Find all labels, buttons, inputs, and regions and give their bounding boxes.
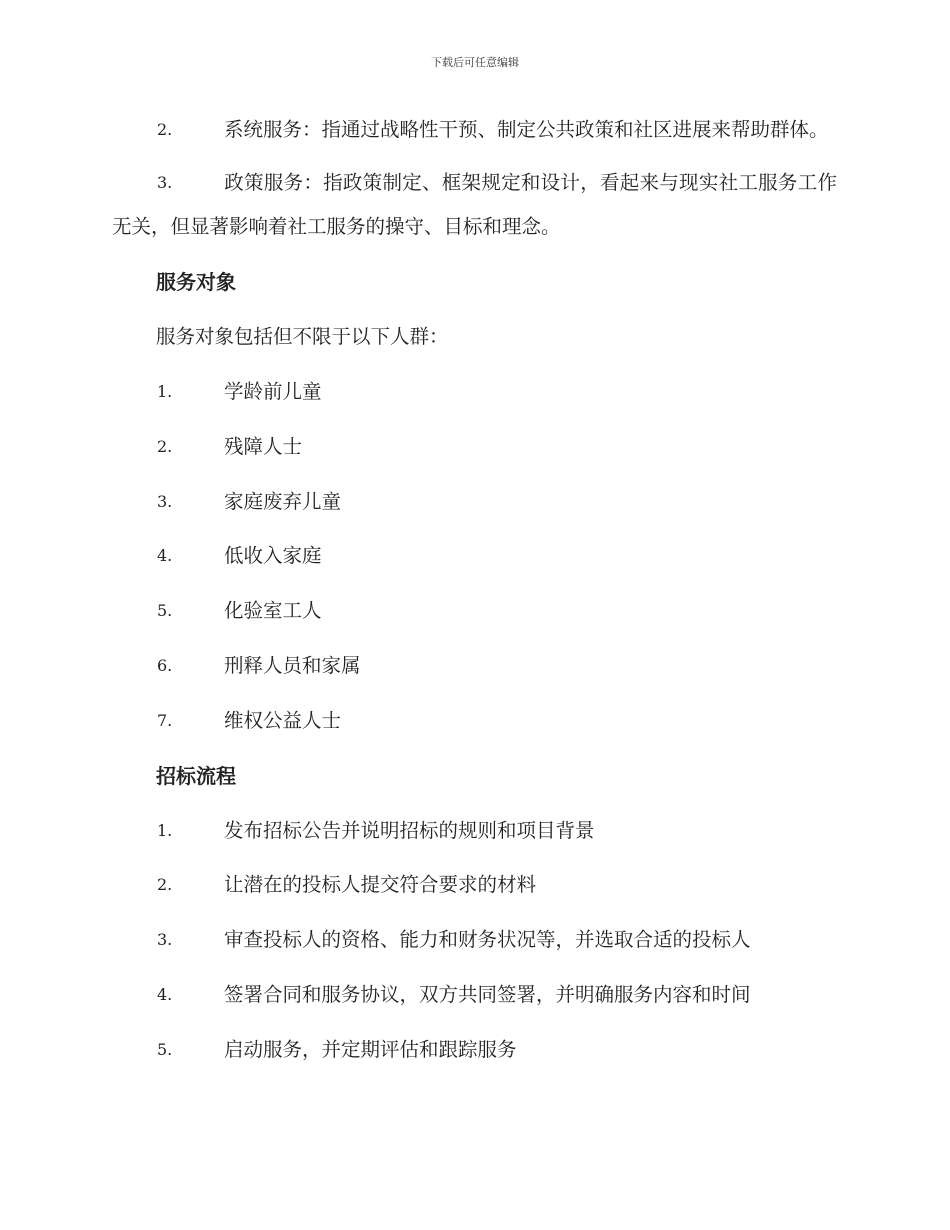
list-item — [112, 973, 837, 1017]
list-number: 1. — [157, 820, 173, 840]
targets-list — [112, 370, 837, 743]
list-item — [112, 644, 837, 688]
list-text: 家庭废弃儿童 — [224, 489, 342, 513]
list-number: 3. — [157, 491, 173, 511]
page-header: 下载后可任意编辑 — [431, 56, 519, 69]
service-type-title: 系统服务： — [224, 118, 322, 141]
list-item — [112, 863, 837, 907]
list-item — [112, 480, 837, 524]
list-text: 刑释人员和家属 — [224, 653, 361, 677]
list-text: 残障人士 — [224, 434, 303, 458]
list-text: 让潜在的投标人提交符合要求的材料 — [224, 873, 537, 897]
targets-intro: 服务对象包括但不限于以下人群： — [156, 325, 449, 348]
list-item — [112, 809, 837, 853]
list-number: 7. — [157, 710, 173, 730]
list-number: 5. — [157, 1039, 173, 1059]
service-type-title: 政策服务： — [224, 171, 324, 194]
list-text: 发布招标公告并说明招标的规则和项目背景 — [224, 818, 595, 842]
list-text: 签署合同和服务协议，双方共同签署，并明确服务内容和时间 — [224, 982, 751, 1006]
list-text: 审查投标人的资格、能力和财务状况等，并选取合适的投标人 — [224, 928, 751, 952]
document-body — [112, 108, 837, 1083]
list-number: 3. — [157, 930, 173, 950]
list-number: 3. — [157, 173, 173, 192]
list-text: 学龄前儿童 — [224, 380, 322, 403]
list-item — [112, 589, 837, 633]
list-item — [112, 699, 837, 743]
list-text: 低收入家庭 — [224, 544, 322, 568]
service-type-paragraph — [112, 161, 837, 249]
list-item — [112, 918, 837, 962]
list-item — [112, 534, 837, 578]
list-number: 4. — [157, 984, 173, 1004]
list-number: 1. — [157, 382, 173, 401]
list-item — [112, 425, 837, 469]
service-type-paragraph — [112, 108, 837, 152]
list-number: 2. — [157, 120, 173, 139]
list-text: 启动服务，并定期评估和跟踪服务 — [224, 1037, 517, 1061]
service-type-text: 指通过战略性干预、制定公共政策和社区进展来帮助群体。 — [321, 118, 829, 141]
section-heading-targets: 服务对象 — [156, 270, 236, 294]
list-item — [112, 370, 837, 414]
list-text: 维权公益人士 — [224, 708, 342, 732]
list-number: 2. — [157, 875, 173, 895]
section-heading-process: 招标流程 — [156, 763, 236, 788]
process-list — [112, 809, 837, 1072]
service-type-text: 指政策制定、框架规定和设计，看起来与现实社工服务工作无关，但显著影响着社工服务的操守、目标和理念。 — [112, 171, 837, 238]
list-number: 6. — [157, 655, 173, 675]
list-text: 化验室工人 — [224, 599, 322, 623]
list-number: 5. — [157, 601, 173, 621]
list-item — [112, 1028, 837, 1072]
list-number: 4. — [157, 546, 173, 566]
list-number: 2. — [157, 436, 173, 456]
